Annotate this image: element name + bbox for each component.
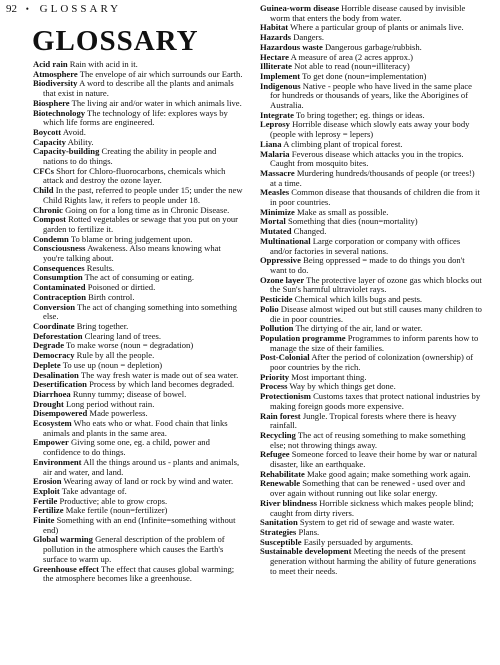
glossary-definition: Horrible disease which slowly eats away your body (people with leprosy = lepers) — [270, 119, 470, 140]
glossary-definition: Chemical which kills bugs and pests. — [294, 294, 423, 305]
glossary-definition: Take advantage of. — [61, 485, 127, 496]
glossary-definition: Common disease that thousands of children die from it in poor countries. — [270, 187, 480, 208]
glossary-entry — [260, 150, 482, 169]
glossary-entry — [260, 353, 482, 372]
glossary-term: Capacity-building — [33, 146, 100, 157]
glossary-definition: Murdering hundreds/thousands of people (or trees!) at a time. — [270, 167, 475, 188]
bullet-separator: • — [25, 4, 29, 14]
glossary-term: Recycling — [260, 429, 296, 440]
glossary-term: Multinational — [260, 235, 311, 246]
page-title: GLOSSARY — [32, 25, 199, 57]
glossary-term: Hazardous waste — [260, 41, 323, 52]
glossary-definition: The technology of life: explores ways by which life forms are engineered. — [43, 107, 228, 128]
glossary-column-right — [260, 4, 482, 576]
glossary-definition: Rotted vegetables or sewage that you put on your garden to fertilize it. — [43, 214, 239, 234]
glossary-definition: System to get rid of sewage and waste water. — [299, 517, 455, 528]
glossary-entry — [260, 547, 482, 576]
glossary-definition: In the past, referred to people under 15; under the new Child Rights law, it refers to people under 18. — [43, 185, 243, 205]
glossary-entry — [260, 412, 482, 431]
glossary-term: Measles — [260, 187, 290, 198]
glossary-term: Fertile — [33, 495, 58, 506]
glossary-term: Process — [260, 381, 288, 392]
glossary-term: Ozone layer — [260, 274, 305, 285]
glossary-definition: To use up (noun = depletion) — [62, 359, 163, 370]
glossary-term: Mortal — [260, 216, 286, 227]
glossary-term: Conversion — [33, 301, 76, 312]
glossary-term: Protectionism — [260, 391, 311, 402]
glossary-definition: To bring together; eg. things or ideas. — [295, 109, 425, 120]
glossary-entry — [33, 438, 243, 457]
glossary-term: Drought — [33, 398, 64, 409]
glossary-definition: Customs taxes that protect national industries by making foreign goods more expensive. — [270, 391, 481, 411]
glossary-term: Diarrhoea — [33, 388, 71, 399]
glossary-entry — [33, 167, 243, 186]
glossary-term: Empower — [33, 437, 69, 448]
glossary-term: Finite — [33, 515, 55, 526]
glossary-term: Biodiversity — [33, 78, 78, 89]
glossary-entry — [260, 169, 482, 188]
glossary-definition: Who eats who or what. Food chain that links animals and plants in the same area. — [43, 418, 228, 438]
glossary-term: Atmosphere — [33, 68, 78, 79]
glossary-term: Post-Colonial — [260, 352, 310, 363]
glossary-entry — [260, 237, 482, 256]
glossary-definition: Jungle. Tropical forests where there is heavy rainfall. — [270, 410, 457, 431]
glossary-term: Condemn — [33, 233, 69, 244]
glossary-definition: To get done (noun=implementation) — [302, 70, 427, 81]
glossary-definition: Horrible disease caused by invisible worm that enters the body from water. — [270, 3, 466, 23]
glossary-definition: Clearing land of trees. — [84, 330, 162, 341]
glossary-term: Malaria — [260, 148, 290, 159]
glossary-term: Sanitation — [260, 517, 298, 528]
glossary-term: Refugee — [260, 449, 290, 460]
glossary-term: Consumption — [33, 272, 83, 283]
glossary-term: Deforestation — [33, 330, 83, 341]
glossary-term: CFCs — [33, 165, 55, 176]
glossary-definition: Horrible sickness which makes people blind; caught from dirty rivers. — [270, 497, 474, 518]
glossary-definition: Awakeness. Also means knowing what you're talking about. — [43, 243, 221, 264]
glossary-definition: The protective layer of ozone gas which blocks out the Sun's harmful ultraviolet rays. — [270, 274, 482, 295]
glossary-definition: The act of consuming or eating. — [84, 272, 194, 283]
glossary-definition: Feverous disease which attacks you in the tropics. Caught from mosquito bites. — [270, 148, 464, 169]
glossary-term: Greenhouse effect — [33, 563, 99, 574]
glossary-term: Chronic — [33, 204, 63, 215]
glossary-definition: The act of changing something into something else. — [43, 301, 237, 322]
glossary-term: Biotechnology — [33, 107, 86, 118]
glossary-term: Integrate — [260, 109, 294, 120]
glossary-definition: Make good again; make something work again. — [307, 468, 471, 479]
glossary-entry — [260, 305, 482, 324]
glossary-entry — [260, 256, 482, 275]
glossary-definition: A measure of area (2 acres approx.) — [290, 51, 414, 62]
glossary-definition: Dangers. — [293, 32, 324, 43]
glossary-term: Disempowered — [33, 408, 88, 419]
glossary-term: Ecosystem — [33, 418, 72, 429]
glossary-definition: Creating the ability in people and nations to do things. — [43, 146, 217, 167]
glossary-entry — [260, 4, 482, 23]
glossary-entry — [33, 147, 243, 166]
glossary-entry — [33, 419, 243, 438]
glossary-term: Hectare — [260, 51, 289, 62]
glossary-term: Child — [33, 185, 54, 196]
glossary-definition: To blame or bring judgement upon. — [70, 233, 193, 244]
glossary-term: Contaminated — [33, 282, 86, 293]
glossary-term: Degrade — [33, 340, 65, 351]
glossary-term: Guinea-worm disease — [260, 3, 340, 13]
glossary-term: Leprosy — [260, 119, 290, 130]
glossary-definition: A word to describe all the plants and animals that exist in nature. — [43, 78, 234, 99]
glossary-entry — [33, 215, 243, 234]
glossary-term: Desalination — [33, 369, 79, 380]
glossary-definition: Giving some one, eg. a child, power and confidence to do things. — [43, 437, 210, 458]
glossary-definition: Native - people who have lived in the same place for hundreds or thousands of years, like the Aborigines of Australia. — [270, 80, 472, 111]
glossary-definition: Poisoned or dirtied. — [87, 282, 156, 293]
glossary-definition: Make as small as possible. — [297, 206, 389, 217]
glossary-definition: The dirtying of the air, land or water. — [295, 323, 423, 334]
glossary-term: Population programme — [260, 332, 346, 343]
glossary-entry — [33, 109, 243, 128]
glossary-definition: All the things around us - plants and animals, air and water, and land. — [43, 456, 240, 477]
glossary-entry — [33, 79, 243, 98]
glossary-definition: Runny tummy; disease of bowel. — [72, 388, 187, 399]
glossary-definition: Wearing away of land or rock by wind and water. — [63, 476, 234, 487]
glossary-definition: Made powerless. — [89, 408, 148, 419]
glossary-term: Mutated — [260, 226, 292, 237]
glossary-entry — [260, 479, 482, 498]
glossary-term: Boycott — [33, 126, 62, 137]
glossary-term: River blindness — [260, 497, 317, 508]
glossary-entry — [260, 120, 482, 139]
glossary-term: Exploit — [33, 485, 60, 496]
glossary-term: Strategies — [260, 526, 297, 537]
glossary-definition: Results. — [86, 262, 115, 273]
glossary-entry — [33, 303, 243, 322]
glossary-definition: Large corporation or company with offices and/or factories in several nations. — [270, 235, 461, 256]
glossary-definition: Meeting the needs of the present generation without harming the ability of future generations to meet their needs. — [270, 546, 476, 576]
glossary-term: Implement — [260, 70, 301, 81]
glossary-definition: The effect that causes global warming; the atmosphere becomes like a greenhouse. — [43, 563, 235, 584]
glossary-definition: Changed. — [293, 226, 327, 237]
glossary-term: Capacity — [33, 136, 66, 147]
glossary-definition: Programmes to inform parents how to manage the size of their families. — [270, 332, 479, 353]
glossary-definition: Bring together. — [76, 320, 129, 331]
glossary-term: Contraception — [33, 291, 86, 302]
glossary-column-left — [33, 60, 243, 584]
glossary-definition: Long period without rain. — [66, 398, 155, 409]
glossary-term: Democracy — [33, 350, 75, 361]
glossary-term: Global warming — [33, 534, 93, 545]
glossary-term: Consequences — [33, 262, 85, 273]
glossary-entry — [260, 450, 482, 469]
glossary-term: Oppressive — [260, 255, 301, 266]
glossary-definition: Rule by all the people. — [76, 350, 155, 361]
glossary-definition: To make worse (noun = degradation) — [66, 340, 194, 351]
glossary-term: Biosphere — [33, 97, 70, 108]
glossary-definition: Plans. — [298, 526, 320, 537]
glossary-definition: Someone forced to leave their home by war or natural disaster, like an earthquake. — [270, 449, 478, 470]
glossary-definition: Something with an end (Infinite=something without end) — [43, 515, 236, 535]
glossary-term: Deplete — [33, 359, 61, 370]
page-number: 92 — [6, 3, 17, 15]
glossary-definition: Process by which land becomes degraded. — [89, 379, 235, 390]
glossary-definition: The act of reusing something to make something else; not throwing things away. — [270, 429, 466, 450]
glossary-definition: General description of the problem of pollution in the atmosphere which causes the Earth's surface to warm up. — [43, 534, 225, 564]
glossary-term: Acid rain — [33, 59, 68, 69]
glossary-term: Indigenous — [260, 80, 301, 91]
glossary-entry — [33, 458, 243, 477]
glossary-term: Habitat — [260, 22, 289, 33]
glossary-definition: Ability. — [67, 136, 94, 147]
glossary-definition: Avoid. — [62, 126, 86, 137]
glossary-entry — [260, 82, 482, 111]
glossary-definition: Something that dies (noun=mortality) — [287, 216, 418, 227]
glossary-definition: The living air and/or water in which animals live. — [71, 97, 242, 108]
glossary-entry — [260, 276, 482, 295]
glossary-entry — [260, 188, 482, 207]
glossary-term: Environment — [33, 456, 82, 467]
glossary-definition: Way by which things get done. — [289, 381, 396, 392]
glossary-definition: Most important thing. — [291, 371, 367, 382]
glossary-term: Erosion — [33, 476, 62, 487]
glossary-entry — [33, 244, 243, 263]
glossary-entry — [33, 565, 243, 584]
glossary-term: Illiterate — [260, 61, 292, 72]
glossary-term: Minimize — [260, 206, 295, 217]
glossary-definition: Rain with acid in it. — [69, 59, 138, 69]
glossary-definition: Where a particular group of plants or animals live. — [290, 22, 464, 33]
glossary-term: Pesticide — [260, 294, 293, 305]
glossary-definition: Productive; able to grow crops. — [59, 495, 168, 506]
glossary-entry — [33, 516, 243, 535]
glossary-definition: Dangerous garbage/rubbish. — [324, 41, 422, 52]
glossary-entry — [260, 431, 482, 450]
glossary-term: Rain forest — [260, 410, 301, 421]
glossary-term: Rehabilitate — [260, 468, 305, 479]
glossary-term: Compost — [33, 214, 66, 225]
glossary-term: Renewable — [260, 478, 301, 489]
glossary-term: Desertification — [33, 379, 87, 390]
running-title: GLOSSARY — [39, 3, 122, 15]
glossary-definition: The envelope of air which surrounds our Earth. — [79, 68, 243, 79]
glossary-term: Hazards — [260, 32, 292, 43]
glossary-term: Pollution — [260, 323, 294, 334]
glossary-definition: A climbing plant of tropical forest. — [283, 138, 403, 149]
glossary-term: Sustainable development — [260, 546, 352, 557]
glossary-definition: Going on for a long time as in Chronic Disease. — [65, 204, 230, 215]
glossary-definition: Short for Chloro-fluorocarbons, chemicals which attack and destroy the ozone layer. — [43, 165, 226, 186]
glossary-definition: The way fresh water is made out of sea water. — [80, 369, 239, 380]
glossary-term: Priority — [260, 371, 290, 382]
glossary-entry — [260, 499, 482, 518]
glossary-definition: Being oppressed = made to do things you don't want to do. — [270, 255, 465, 275]
glossary-definition: Something that can be renewed - used over and over again without running out like solar energy. — [270, 478, 466, 499]
glossary-definition: Easily persuaded by arguments. — [303, 536, 413, 547]
glossary-term: Coordinate — [33, 320, 75, 331]
glossary-entry — [33, 535, 243, 564]
glossary-term: Fertilize — [33, 505, 64, 516]
running-header — [6, 3, 121, 15]
glossary-entry — [260, 334, 482, 353]
glossary-entry — [260, 392, 482, 411]
glossary-term: Massacre — [260, 167, 295, 178]
glossary-definition: Birth control. — [88, 291, 135, 302]
glossary-term: Polio — [260, 303, 279, 314]
glossary-entry — [33, 186, 243, 205]
glossary-definition: Make fertile (noun=fertilizer) — [65, 505, 168, 516]
glossary-term: Consciousness — [33, 243, 86, 254]
glossary-definition: After the period of colonization (ownership) of poor countries by the rich. — [270, 352, 474, 373]
glossary-definition: Disease almost wiped out but still causes many children to die in poor countries. — [270, 303, 482, 324]
glossary-term: Susceptible — [260, 536, 302, 547]
glossary-definition: Not able to read (noun=illiteracy) — [294, 61, 410, 72]
glossary-term: Liana — [260, 138, 282, 149]
